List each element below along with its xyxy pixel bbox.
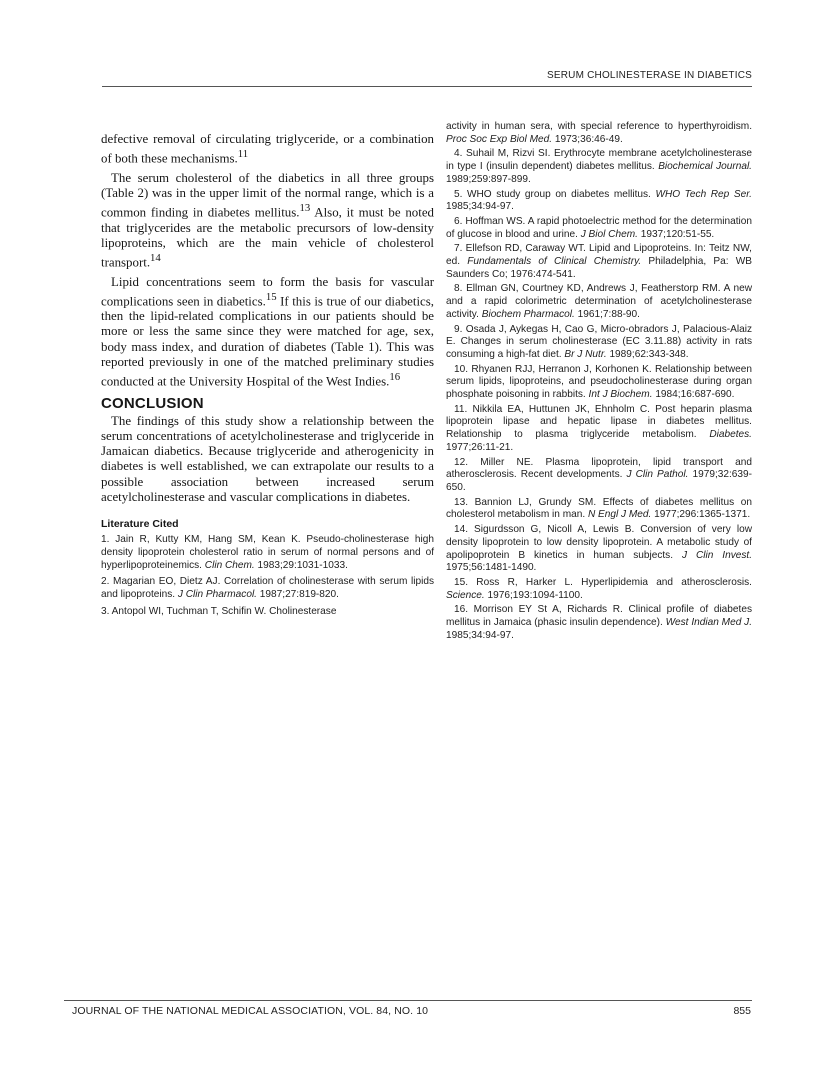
paragraph-2: The serum cholesterol of the diabetics in all three groups (Table 2) was in the upper limit of the normal range, which is a common finding in diabetes mellitus.$^{13}$ Also, it must be noted that triglycerides are the metabolic precursors of low-density lipoproteins, which are the main vehicle of cholesterol transport.$^{14}$ — [101, 170, 434, 270]
reference-item: 7. Ellefson RD, Caraway WT. Lipid and Lipoproteins. In: Teitz NW, ed. Fundamentals of Clinical Chemistry. Philadelphia, Pa: WB Saunders Co; 1976:474-541. — [446, 243, 752, 280]
running-head: SERUM CHOLINESTERASE IN DIABETICS — [547, 70, 752, 81]
reference-item: 9. Osada J, Aykegas H, Cao G, Micro-obradors J, Palacious-Alaiz E. Changes in serum cholinesterase (EC 3.11.88) activity in rats consuming a high-fat diet. Br J Nutr. 1989;62:343-348. — [446, 323, 752, 360]
reference-item: 3. Antopol WI, Tuchman T, Schifin W. Cholinesterase — [101, 605, 337, 617]
reference-item: 1. Jain R, Kutty KM, Hang SM, Kean K. Pseudo-cholinesterase high density lipoprotein cholesterol ratio in serum of normal persons and of hyperlipoproteinemics. Clin Chem. 1983;29:1031-1033. — [101, 534, 434, 571]
references-left — [101, 534, 434, 618]
reference-item: 15. Ross R, Harker L. Hyperlipidemia and atherosclerosis. Science. 1976;193:1094-1100. — [446, 576, 752, 601]
reference-item: 2. Magarian EO, Dietz AJ. Correlation of cholinesterase with serum lipids and lipoproteins. J Clin Pharmacol. 1987;27:819-820. — [101, 576, 434, 600]
citation-sup: 11 — [237, 148, 249, 161]
citation-sup: 13 — [299, 202, 311, 215]
page-number: 855 — [733, 1005, 751, 1017]
conclusion-heading: CONCLUSION — [101, 394, 204, 412]
reference-item: 4. Suhail M, Rizvi SI. Erythrocyte membrane acetylcholinesterase in type I (insulin dependent) diabetes mellitus. Biochemical Journal. 1989;259:897-899. — [446, 148, 752, 185]
journal-footer: JOURNAL OF THE NATIONAL MEDICAL ASSOCIATION, VOL. 84, NO. 10 — [72, 1005, 429, 1017]
reference-item: 12. Miller NE. Plasma lipoprotein, lipid transport and atherosclerosis. Recent developments. J Clin Pathol. 1979;32:639-650. — [446, 456, 752, 493]
literature-cited-heading: Literature Cited — [101, 517, 179, 530]
citation-sup: 16 — [389, 371, 401, 384]
paragraph-3: Lipid concentrations seem to form the basis for vascular complications seen in diabetics.$^{15}$ If this is true of our diabetics, then the lipid-related complications in our patients should be more or less the same since they were matched for age, sex, body mass index, and duration of diabetes (Table 1). This was reported previously in one of the matched preliminary studies conducted at the University Hospital of the West Indies.$^{16}$ — [101, 274, 435, 389]
header-rule — [102, 86, 752, 87]
left-column — [101, 132, 434, 622]
reference-item: 5. WHO study group on diabetes mellitus. WHO Tech Rep Ser. 1985;34:94-97. — [446, 188, 752, 213]
reference-item: 11. Nikkila EA, Huttunen JK, Ehnholm C. Post heparin plasma lipoprotein lipase and hepatic lipase in diabetes mellitus. Relationship to plasma triglyceride metabolism. Diabetes. 1977;26:11-21. — [446, 403, 752, 453]
paragraph-1: defective removal of circulating triglyceride, or a combination of both these mechanisms.$^{11}$ — [101, 132, 434, 166]
reference-item: 14. Sigurdsson G, Nicoll A, Lewis B. Conversion of very low density lipoprotein to low density lipoprotein. A metabolic study of apolipoprotein B kinetics in human subjects. J Clin Invest. 1975;56:1481-1490. — [446, 524, 753, 574]
reference-item: 8. Ellman GN, Courtney KD, Andrews J, Featherstorp RM. A new and a rapid colorimetric determination of acetylcholinesterase activity. Biochem Pharmacol. 1961;7:88-90. — [446, 283, 752, 320]
citation-sup: 14 — [150, 252, 161, 265]
reference-item: 16. Morrison EY St A, Richards R. Clinical profile of diabetes mellitus in Jamaica (phasic insulin dependence). West Indian Med J. 1985;34:94-97. — [446, 604, 753, 641]
reference-continuation: activity in human sera, with special reference to hyperthyroidism. Proc Soc Exp Biol Med. 1973;36:46-49. — [446, 121, 752, 145]
reference-item: 13. Bannion LJ, Grundy SM. Effects of diabetes mellitus on cholesterol metabolism in man. N Engl J Med. 1977;296:1365-1371. — [446, 496, 752, 521]
references-right — [446, 121, 752, 644]
reference-item: 6. Hoffman WS. A rapid photoelectric method for the determination of glucose in blood and urine. J Biol Chem. 1937;120:51-55. — [446, 215, 752, 240]
citation-sup: 15 — [265, 290, 277, 303]
reference-item: 10. Rhyanen RJJ, Herranon J, Korhonen K. Relationship between serum lipids, lipoproteins, and pseudocholinesterase during organ phosphate poisoning in rabbits. Int J Biochem. 1984;16:687-690. — [446, 363, 752, 401]
conclusion-paragraph: The findings of this study show a relationship between the serum concentrations of acetylcholinesterase and triglyceride in Jamaican diabetics. Because triglyceride and atherogenicity in diabetes is well established, we can extrapolate our results to a possible association between increased serum acetylcholinesterase and vascular complications in diabetes. — [101, 413, 434, 504]
footer-rule — [64, 1000, 752, 1001]
